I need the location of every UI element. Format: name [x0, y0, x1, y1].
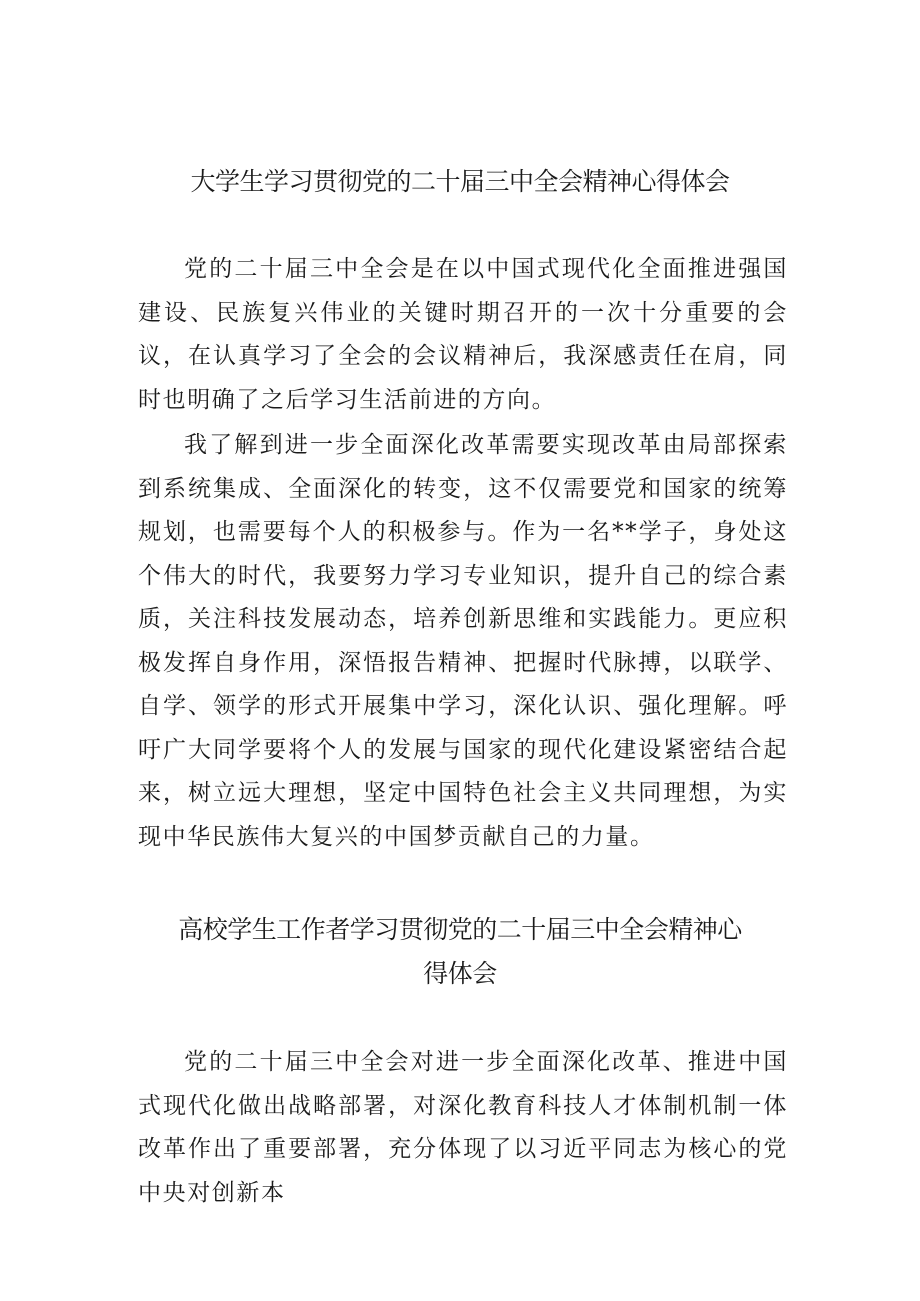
section-1-title: 大学生学习贯彻党的二十届三中全会精神心得体会	[190, 167, 730, 196]
section-2-paragraph-1: 党的二十届三中全会对进一步全面深化改革、推进中国式现代化做出战略部署，对深化教育科技人才体制机制一体改革作出了重要部署，充分体现了以习近平同志为核心的党中央对创新本	[138, 1049, 788, 1206]
section-2-title-line-1: 高校学生工作者学习贯彻党的二十届三中全会精神心	[178, 915, 742, 944]
section-1-paragraph-1: 党的二十届三中全会是在以中国式现代化全面推进强国建设、民族复兴伟业的关键时期召开的一次十分重要的会议，在认真学习了全会的会议精神后，我深感责任在肩，同时也明确了之后学习生活前进的方向。	[138, 256, 788, 413]
section-2-title	[0, 908, 920, 996]
section-1-paragraph-2: 我了解到进一步全面深化改革需要实现改革由局部探索到系统集成、全面深化的转变，这不仅需要党和国家的统筹规划，也需要每个人的积极参与。作为一名**学子，身处这个伟大的时代，我要努力学习专业知识，提升自己的综合素质，关注科技发展动态，培养创新思维和实践能力。更应积极发挥自身作用，深悟报告精神、把握时代脉搏，以联学、自学、领学的形式开展集中学习，深化认识、强化理解。呼吁广大同学要将个人的发展与国家的现代化建设紧密结合起来，树立远大理想，坚定中国特色社会主义共同理想，为实现中华民族伟大复兴的中国梦贡献自己的力量。	[138, 432, 788, 850]
section-2-title-line-2: 得体会	[423, 959, 497, 988]
